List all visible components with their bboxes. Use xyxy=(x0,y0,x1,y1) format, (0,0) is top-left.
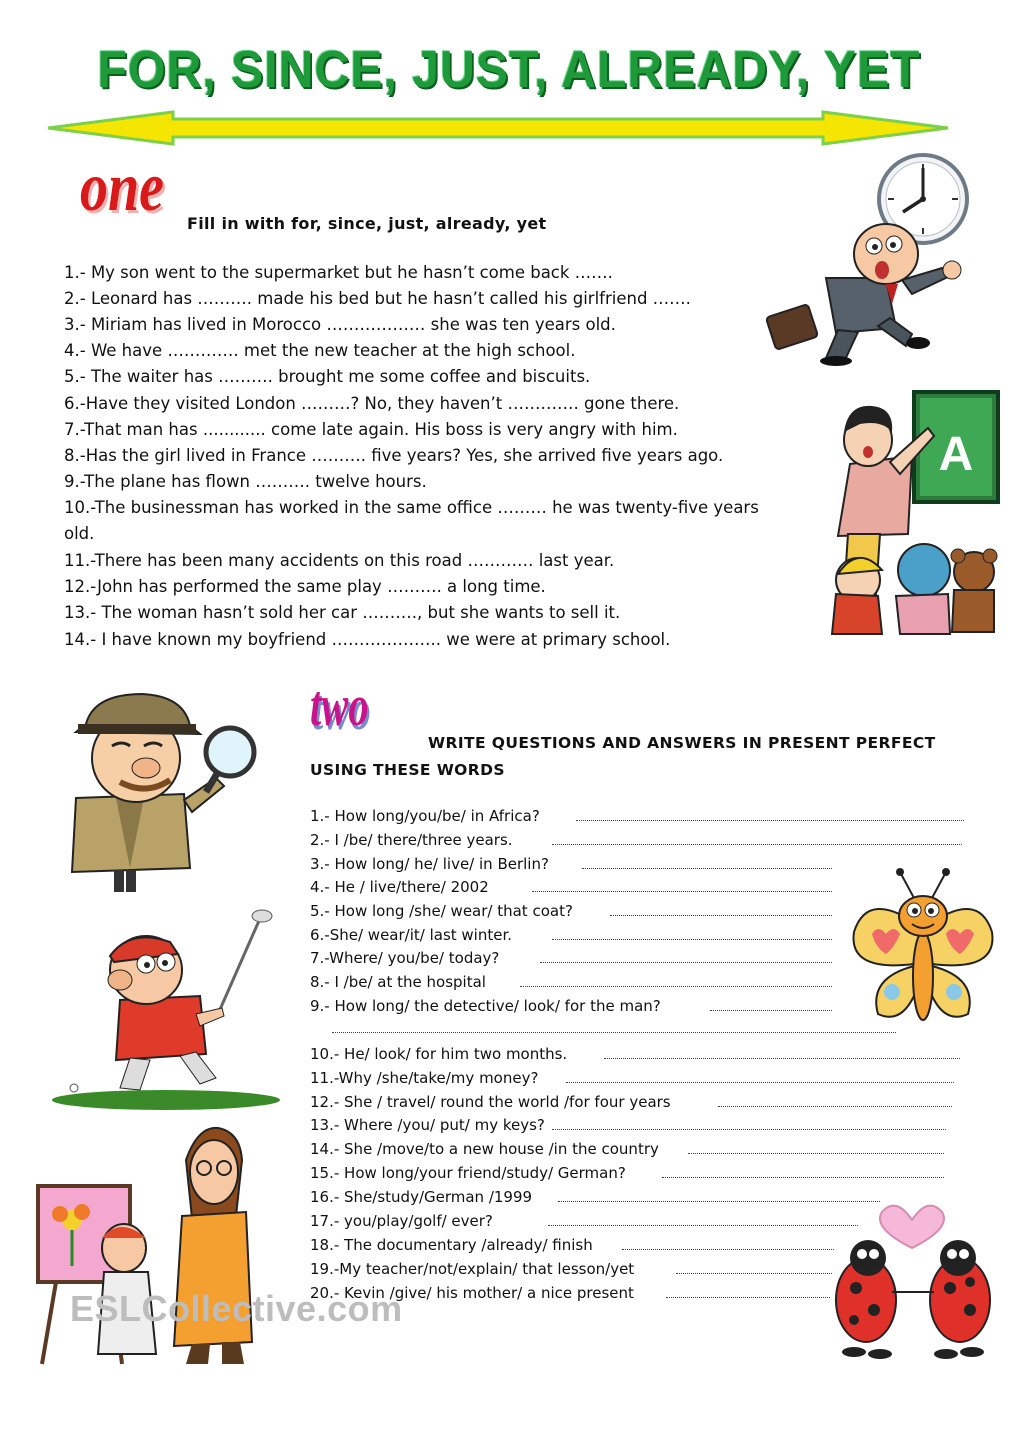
list-item: 8.-Has the girl lived in France ………. five years? Yes, she arrived five years ago. xyxy=(64,446,724,465)
list-item: 5.- How long /she/ wear/ that coat? xyxy=(310,902,573,920)
list-item: 6.-She/ wear/it/ last winter. xyxy=(310,926,513,944)
list-item: 2.- I /be/ there/three years. xyxy=(310,831,513,849)
list-item: 3.- How long/ he/ live/ in Berlin? xyxy=(310,855,549,873)
answer-line[interactable] xyxy=(604,1058,960,1059)
double-arrow-icon xyxy=(48,110,948,146)
answer-line[interactable] xyxy=(540,962,832,963)
golfer-illustration xyxy=(50,904,280,1112)
ladybugs-heart-illustration xyxy=(830,1192,998,1368)
butterfly-illustration xyxy=(848,868,998,1034)
list-item: 13.- Where /you/ put/ my keys? xyxy=(310,1116,545,1134)
answer-line[interactable] xyxy=(688,1153,944,1154)
list-item: 1.- My son went to the supermarket but he hasn’t come back ……. xyxy=(64,263,613,282)
answer-line[interactable] xyxy=(552,1129,946,1130)
list-item: 17.- you/play/golf/ ever? xyxy=(310,1212,493,1230)
list-item: 9.- How long/ the detective/ look/ for the man? xyxy=(310,997,661,1015)
list-item: 16.- She/study/German /1999 xyxy=(310,1188,533,1206)
list-item: 4.- We have …………. met the new teacher at the high school. xyxy=(64,341,576,360)
list-item: 12.-John has performed the same play ………. a long time. xyxy=(64,577,546,596)
answer-line[interactable] xyxy=(332,1032,896,1033)
section-one-logo: one xyxy=(80,149,164,226)
answer-line[interactable] xyxy=(520,986,832,987)
painter-and-man-illustration xyxy=(36,1116,256,1368)
section-two-instruction-line1: WRITE QUESTIONS AND ANSWERS IN PRESENT PERFECT xyxy=(428,734,936,752)
list-item: 1.- How long/you/be/ in Africa? xyxy=(310,807,540,825)
answer-line[interactable] xyxy=(666,1297,830,1298)
list-item: 2.- Leonard has ………. made his bed but he hasn’t called his girlfriend ……. xyxy=(64,289,691,308)
section-two-instruction-line2: USING THESE WORDS xyxy=(310,761,505,779)
running-businessman-illustration xyxy=(766,218,962,366)
list-item: 4.- He / live/there/ 2002 xyxy=(310,878,489,896)
answer-line[interactable] xyxy=(548,1225,858,1226)
answer-line[interactable] xyxy=(552,844,962,845)
blackboard-letter: A xyxy=(938,428,974,481)
answer-line[interactable] xyxy=(576,820,964,821)
teacher-blackboard-illustration xyxy=(830,384,1002,640)
answer-line[interactable] xyxy=(532,891,832,892)
list-item: 5.- The waiter has ………. brought me some coffee and biscuits. xyxy=(64,367,591,386)
answer-line[interactable] xyxy=(622,1249,834,1250)
list-item: 7.-That man has ............ come late again. His boss is very angry with him. xyxy=(64,420,678,439)
list-item: 9.-The plane has flown ………. twelve hours. xyxy=(64,472,427,491)
answer-line[interactable] xyxy=(566,1082,954,1083)
section-two-logo: two xyxy=(310,673,369,738)
list-item: 20.- Kevin /give/ his mother/ a nice present xyxy=(310,1284,634,1302)
list-item: 13.- The woman hasn’t sold her car ………., but she wants to sell it. xyxy=(64,603,621,622)
list-item: 8.- I /be/ at the hospital xyxy=(310,973,486,991)
answer-line[interactable] xyxy=(582,868,832,869)
list-item: 11.-There has been many accidents on this road ………… last year. xyxy=(64,551,615,570)
worksheet-title: FOR, SINCE, JUST, ALREADY, YET xyxy=(97,41,921,99)
answer-line[interactable] xyxy=(676,1273,832,1274)
list-item: 3.- Miriam has lived in Morocco ……………… she was ten years old. xyxy=(64,315,616,334)
list-item: 11.-Why /she/take/my money? xyxy=(310,1069,539,1087)
list-item: 14.- She /move/to a new house /in the country xyxy=(310,1140,659,1158)
answer-line[interactable] xyxy=(718,1106,952,1107)
list-item: 19.-My teacher/not/explain/ that lesson/yet xyxy=(310,1260,635,1278)
answer-line[interactable] xyxy=(662,1177,944,1178)
list-item: 6.-Have they visited London ………? No, they haven’t …………. gone there. xyxy=(64,394,680,413)
answer-line[interactable] xyxy=(710,1010,832,1011)
answer-line[interactable] xyxy=(552,939,832,940)
list-item: 15.- How long/your friend/study/ German? xyxy=(310,1164,626,1182)
section-one-instruction: Fill in with for, since, just, already, yet xyxy=(187,214,547,233)
answer-line[interactable] xyxy=(610,915,832,916)
list-item: 14.- I have known my boyfriend ……………….. we were at primary school. xyxy=(64,630,671,649)
watermark: ESLCollective.com xyxy=(70,1288,403,1329)
detective-magnifier-illustration xyxy=(66,688,250,894)
list-item: 12.- She / travel/ round the world /for four years xyxy=(310,1093,671,1111)
list-item: 10.- He/ look/ for him two months. xyxy=(310,1045,568,1063)
list-item: 10.-The businessman has worked in the same office ……… he was twenty-five years old. xyxy=(64,498,759,544)
list-item: 7.-Where/ you/be/ today? xyxy=(310,949,500,967)
list-item: 18.- The documentary /already/ finish xyxy=(310,1236,593,1254)
